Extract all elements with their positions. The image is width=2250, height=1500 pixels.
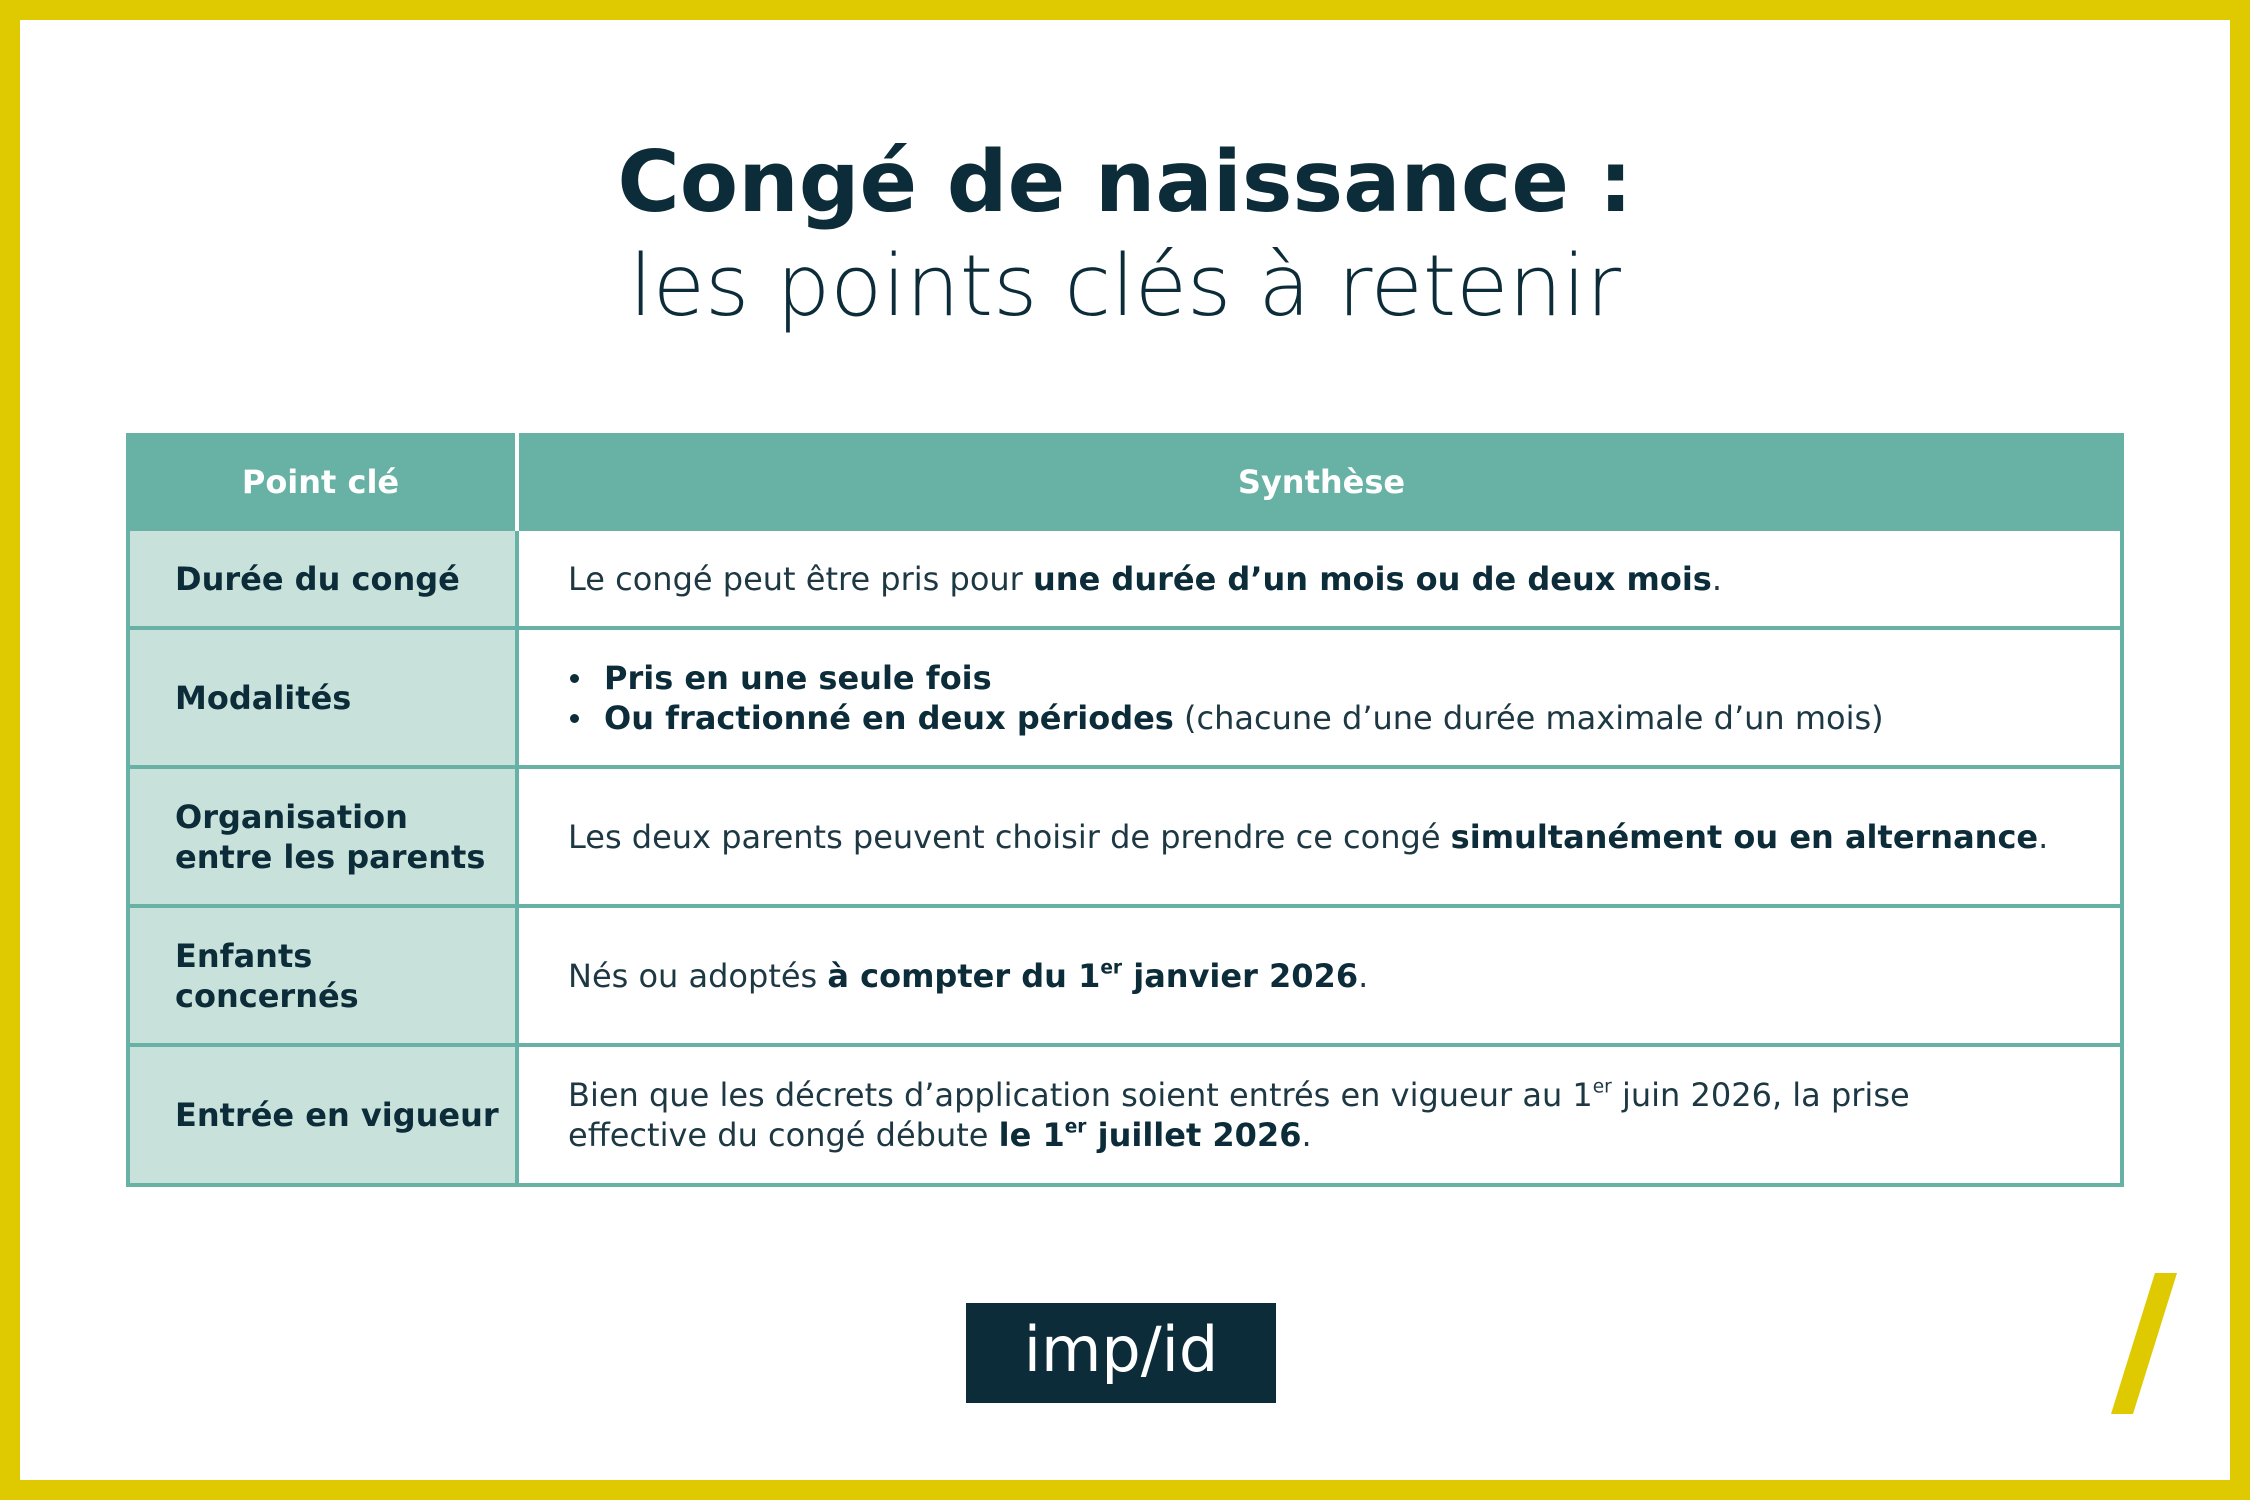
- row-summary-enfants-concernes: [519, 908, 2124, 1047]
- row-label-enfants-concernes: [126, 908, 519, 1047]
- summary-paragraph: [568, 956, 1368, 996]
- row-label-line: Durée du congé: [175, 559, 460, 598]
- summary-text: Bien que les décrets d’application soient entrés en vigueur au 1: [568, 1076, 1593, 1114]
- summary-paragraph: [568, 817, 2048, 857]
- row-summary-entree-en-vigueur: [519, 1047, 2124, 1187]
- summary-text: effective du congé débute: [568, 1116, 999, 1154]
- row-summary-organisation: [519, 769, 2124, 908]
- title-line-subtitle: les points clés à retenir: [629, 237, 1621, 336]
- summary-paragraph: [568, 1075, 1910, 1155]
- title-line-main: Congé de naissance :: [617, 133, 1633, 232]
- row-label-line: Entrée en vigueur: [175, 1096, 499, 1134]
- summary-paragraph: [568, 559, 1722, 599]
- row-label: [175, 1095, 499, 1135]
- bullet-list: [568, 658, 1884, 738]
- row-label: [175, 559, 460, 599]
- summary-text: Nés ou adoptés: [568, 956, 828, 995]
- summary-text: .: [2038, 817, 2049, 856]
- summary-text: (chacune d’une durée maximale d’un mois): [1173, 698, 1884, 737]
- key-points-table: [126, 433, 2124, 1187]
- ordinal-suffix: er: [1592, 1076, 1612, 1098]
- row-label-modalites: [126, 630, 519, 769]
- summary-line: [568, 559, 1722, 599]
- summary-emphasis: Ou fractionné en deux périodes: [604, 698, 1174, 737]
- summary-emphasis: le 1: [998, 1116, 1065, 1154]
- list-item: [568, 698, 1884, 738]
- summary-text: Les deux parents peuvent choisir de prendre ce congé: [568, 817, 1451, 856]
- ordinal-suffix: er: [1100, 957, 1123, 979]
- summary-emphasis: une durée d’un mois ou de deux mois: [1033, 559, 1712, 598]
- summary-emphasis: à compter du 1: [827, 956, 1101, 995]
- page-title: [0, 131, 2250, 339]
- summary-emphasis: juillet 2026: [1086, 1116, 1302, 1154]
- summary-line: [568, 956, 1368, 996]
- summary-text: .: [1711, 559, 1723, 598]
- summary-line: [568, 1075, 1910, 1115]
- summary-text: .: [1358, 956, 1369, 995]
- logo-wordmark: imp/id: [1023, 1313, 1219, 1386]
- row-label: [175, 678, 351, 718]
- row-label-line: Modalités: [175, 678, 352, 717]
- summary-text: juin 2026, la prise: [1611, 1076, 1910, 1114]
- ordinal-suffix: er: [1064, 1116, 1087, 1138]
- row-label: [175, 936, 359, 1016]
- row-label-line: Organisation: [175, 797, 408, 836]
- summary-text: Le congé peut être pris pour: [568, 559, 1033, 598]
- row-label-line: concernés: [175, 976, 359, 1015]
- row-label-entree-en-vigueur: [126, 1047, 519, 1187]
- row-summary-duree-du-conge: [519, 531, 2124, 630]
- summary-line: [568, 1115, 1910, 1155]
- summary-emphasis: simultanément ou en alternance: [1450, 817, 2039, 856]
- implid-logo: [966, 1303, 1276, 1403]
- row-label: [175, 797, 485, 877]
- bullet-icon: [570, 714, 579, 723]
- list-item: [568, 658, 1884, 698]
- column-header-point-cle: Point clé: [126, 433, 519, 531]
- summary-text: .: [1301, 1116, 1312, 1154]
- row-label-line: entre les parents: [175, 837, 486, 876]
- summary-line: [568, 817, 2048, 857]
- row-label-duree-du-conge: [126, 531, 519, 630]
- row-summary-modalites: [519, 630, 2124, 769]
- bullet-icon: [570, 674, 579, 683]
- column-header-synthese: Synthèse: [519, 433, 2124, 531]
- summary-emphasis: janvier 2026: [1122, 956, 1359, 995]
- summary-emphasis: Pris en une seule fois: [604, 658, 992, 697]
- row-label-organisation: [126, 769, 519, 908]
- row-label-line: Enfants: [175, 936, 313, 975]
